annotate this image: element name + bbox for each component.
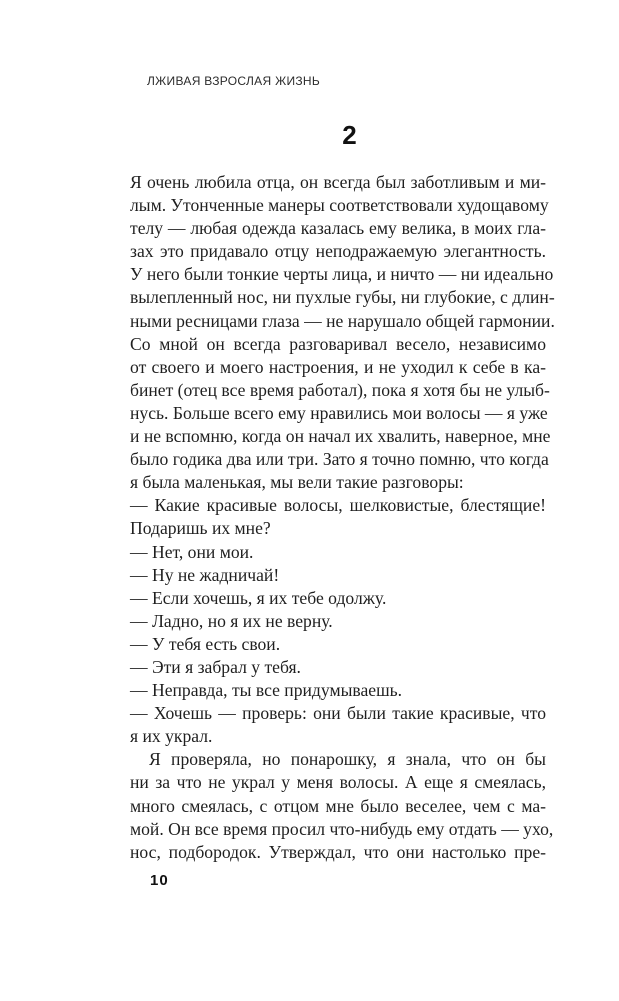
text-line: лым. Утонченные манеры соответствовали худощавому [130,195,549,216]
text-line: нос, подбородок. Утверждал, что они настолько пре- [130,841,546,862]
text-line: Со мной он всегда разговаривал весело, независимо [130,333,546,354]
text-line: ными ресницами глаза — не нарушало общей гармонии. [130,310,555,331]
body-text [130,171,555,864]
text-line: Я проверяла, но понарошку, я знала, что он бы [149,749,546,770]
dialogue-line: — Хочешь — проверь: они были такие красивые, что [130,703,546,724]
text-line: Я очень любила отца, он всегда был заботливым и ми- [130,172,546,192]
text-line: было годика два или три. Зато я точно помню, что когда [130,449,549,470]
text-line: зах это придавало отцу неподражаемую элегантность. [130,241,546,262]
text-line: я была маленькая, мы вели такие разговоры: [130,472,464,493]
text-line: ни за что не украл у меня волосы. А еще я смеялась, [130,772,546,793]
dialogue-line: — Неправда, ты все придумываешь. [130,680,403,701]
text-line: мой. Он все время просил что-нибудь ему отдать — ухо, [130,818,554,839]
chapter-number: 2 [342,120,357,150]
text-line: от своего и моего настроения, и не уходил к себе в ка- [130,356,546,377]
text-line: У него были тонкие черты лица, и ничто — ни идеально [130,264,554,285]
dialogue-line: — Нет, они мои. [130,541,254,562]
page-number: 10 [150,872,169,889]
text-line: и не вспомню, когда он начал их хвалить, наверное, мне [130,426,551,447]
dialogue-line: — Если хочешь, я их тебе одолжу. [130,587,387,608]
text-line: много смеялась, с отцом мне было веселее, чем с ма- [130,795,546,816]
text-line: бинет (отец все время работал), пока я хотя бы не улыб- [130,379,550,400]
text-line: я их украл. [130,726,213,747]
dialogue-line: — Ладно, но я их не верну. [130,610,333,631]
text-line: телу — любая одежда казалась ему велика, в моих гла- [130,218,546,239]
running-head: ЛЖИВАЯ ВЗРОСЛАЯ ЖИЗНЬ [147,74,321,88]
text-line: Подаришь их мне? [130,518,271,539]
dialogue-line: — Ну не жадничай! [130,564,280,585]
text-line: вылепленный нос, ни пухлые губы, ни глубокие, с длин- [130,287,555,308]
dialogue-line: — Эти я забрал у тебя. [130,656,301,677]
dialogue-line: — Какие красивые волосы, шелковистые, блестящие! [130,495,546,516]
text-line: нусь. Больше всего ему нравились мои волосы — я уже [130,402,548,423]
dialogue-line: — У тебя есть свои. [130,633,281,654]
